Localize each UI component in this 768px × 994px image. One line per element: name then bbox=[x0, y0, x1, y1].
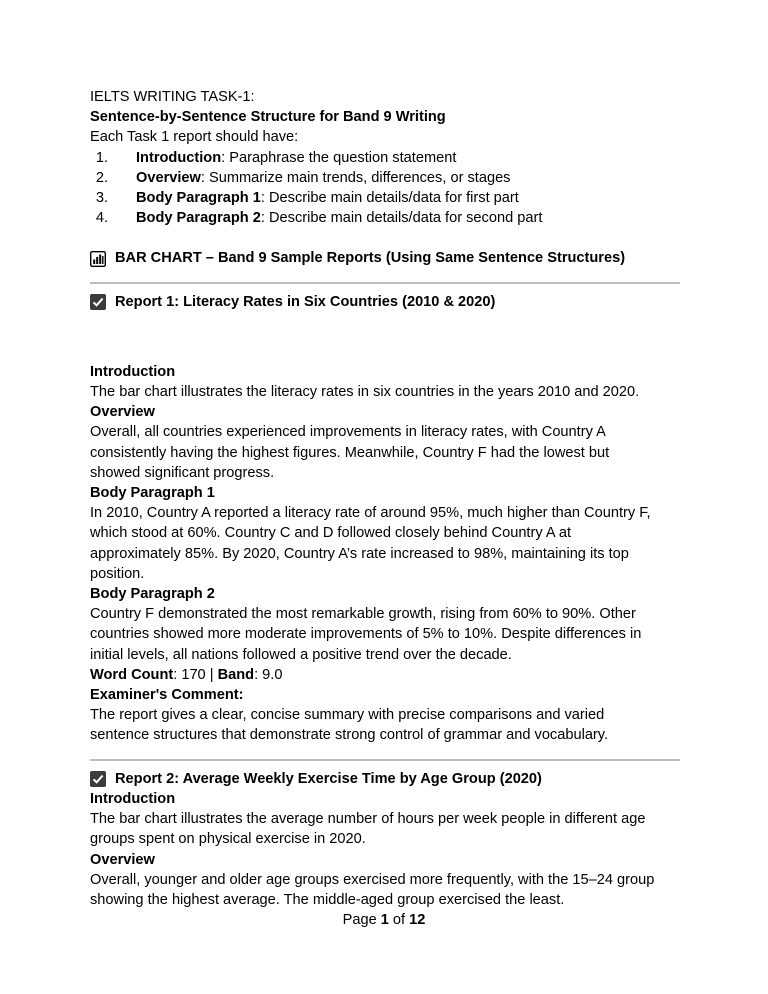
report2-intro-heading: Introduction bbox=[90, 790, 176, 807]
report1-overview-line: showed significant progress. bbox=[90, 464, 275, 481]
report2-overview-line: showing the highest average. The middle-aged group exercised the least. bbox=[90, 891, 565, 908]
report2-heading: Report 2: Average Weekly Exercise Time by Age Group (2020) bbox=[90, 769, 690, 789]
doc-title: IELTS WRITING TASK-1: bbox=[90, 89, 255, 105]
report1-body2-line: countries showed more moderate improvements of 5% to 10%. Despite differences in bbox=[90, 626, 642, 643]
report2-overview-line: Overall, younger and older age groups exercised more frequently, with the 15–24 group bbox=[90, 871, 655, 888]
report1-comment-line: sentence structures that demonstrate strong control of grammar and vocabulary. bbox=[90, 727, 609, 744]
list-item: 1. Introduction: Paraphrase the question statement bbox=[95, 149, 457, 166]
report1-comment-heading: Examiner's Comment: bbox=[90, 687, 244, 704]
report1-body1-line: approximately 85%. By 2020, Country A’s rate increased to 98%, maintaining its top bbox=[90, 545, 629, 562]
report1-intro-heading: Introduction bbox=[90, 363, 176, 380]
page-footer: Page 1 of 12 bbox=[342, 912, 426, 928]
structure-list bbox=[90, 148, 690, 229]
report1-overview-line: Overall, all countries experienced improvements in literacy rates, with Country A bbox=[90, 424, 606, 441]
list-item: 2. Overview: Summarize main trends, differences, or stages bbox=[95, 169, 511, 186]
check-mark-icon bbox=[90, 294, 106, 310]
report1-intro: The bar chart illustrates the literacy rates in six countries in the years 2010 and 2020. bbox=[90, 384, 640, 401]
report1-heading: Report 1: Literacy Rates in Six Countries (2010 & 2020) bbox=[90, 292, 690, 312]
list-item: 3. Body Paragraph 1: Describe main details/data for first part bbox=[95, 190, 519, 207]
report2-intro-line: The bar chart illustrates the average number of hours per week people in different age bbox=[90, 811, 646, 828]
list-intro: Each Task 1 report should have: bbox=[90, 129, 299, 146]
list-item: 4. Body Paragraph 2: Describe main details/data for second part bbox=[95, 210, 543, 227]
report1-body1-line: which stood at 60%. Country C and D followed closely behind Country A at bbox=[90, 525, 572, 542]
report1-overview-line: consistently having the highest figures. Meanwhile, Country F had the lowest but bbox=[90, 444, 610, 461]
document-page bbox=[90, 87, 690, 910]
report1-word-count: Word Count: 170 | Band: 9.0 bbox=[90, 666, 283, 683]
bar-chart-icon bbox=[90, 251, 106, 267]
section-heading: BAR CHART – Band 9 Sample Reports (Using Same Sentence Structures) bbox=[90, 248, 690, 268]
report1-body1-line: In 2010, Country A reported a literacy rate of around 95%, much higher than Country F, bbox=[90, 505, 651, 522]
check-mark-icon bbox=[90, 771, 106, 787]
doc-subtitle: Sentence-by-Sentence Structure for Band 9 Writing bbox=[90, 109, 446, 126]
report1-body2-heading: Body Paragraph 2 bbox=[90, 586, 215, 603]
report1-body1-line: position. bbox=[90, 565, 145, 582]
report2-intro-line: groups spent on physical exercise in 2020. bbox=[90, 831, 366, 848]
report1-comment-line: The report gives a clear, concise summary with precise comparisons and varied bbox=[90, 707, 605, 724]
report1-body2-line: initial levels, all nations followed a positive trend over the decade. bbox=[90, 646, 512, 663]
report1-body1-heading: Body Paragraph 1 bbox=[90, 485, 215, 502]
report1-body2-line: Country F demonstrated the most remarkable growth, rising from 60% to 90%. Other bbox=[90, 606, 636, 623]
report2-overview-heading: Overview bbox=[90, 851, 155, 868]
report1-overview-heading: Overview bbox=[90, 404, 155, 421]
